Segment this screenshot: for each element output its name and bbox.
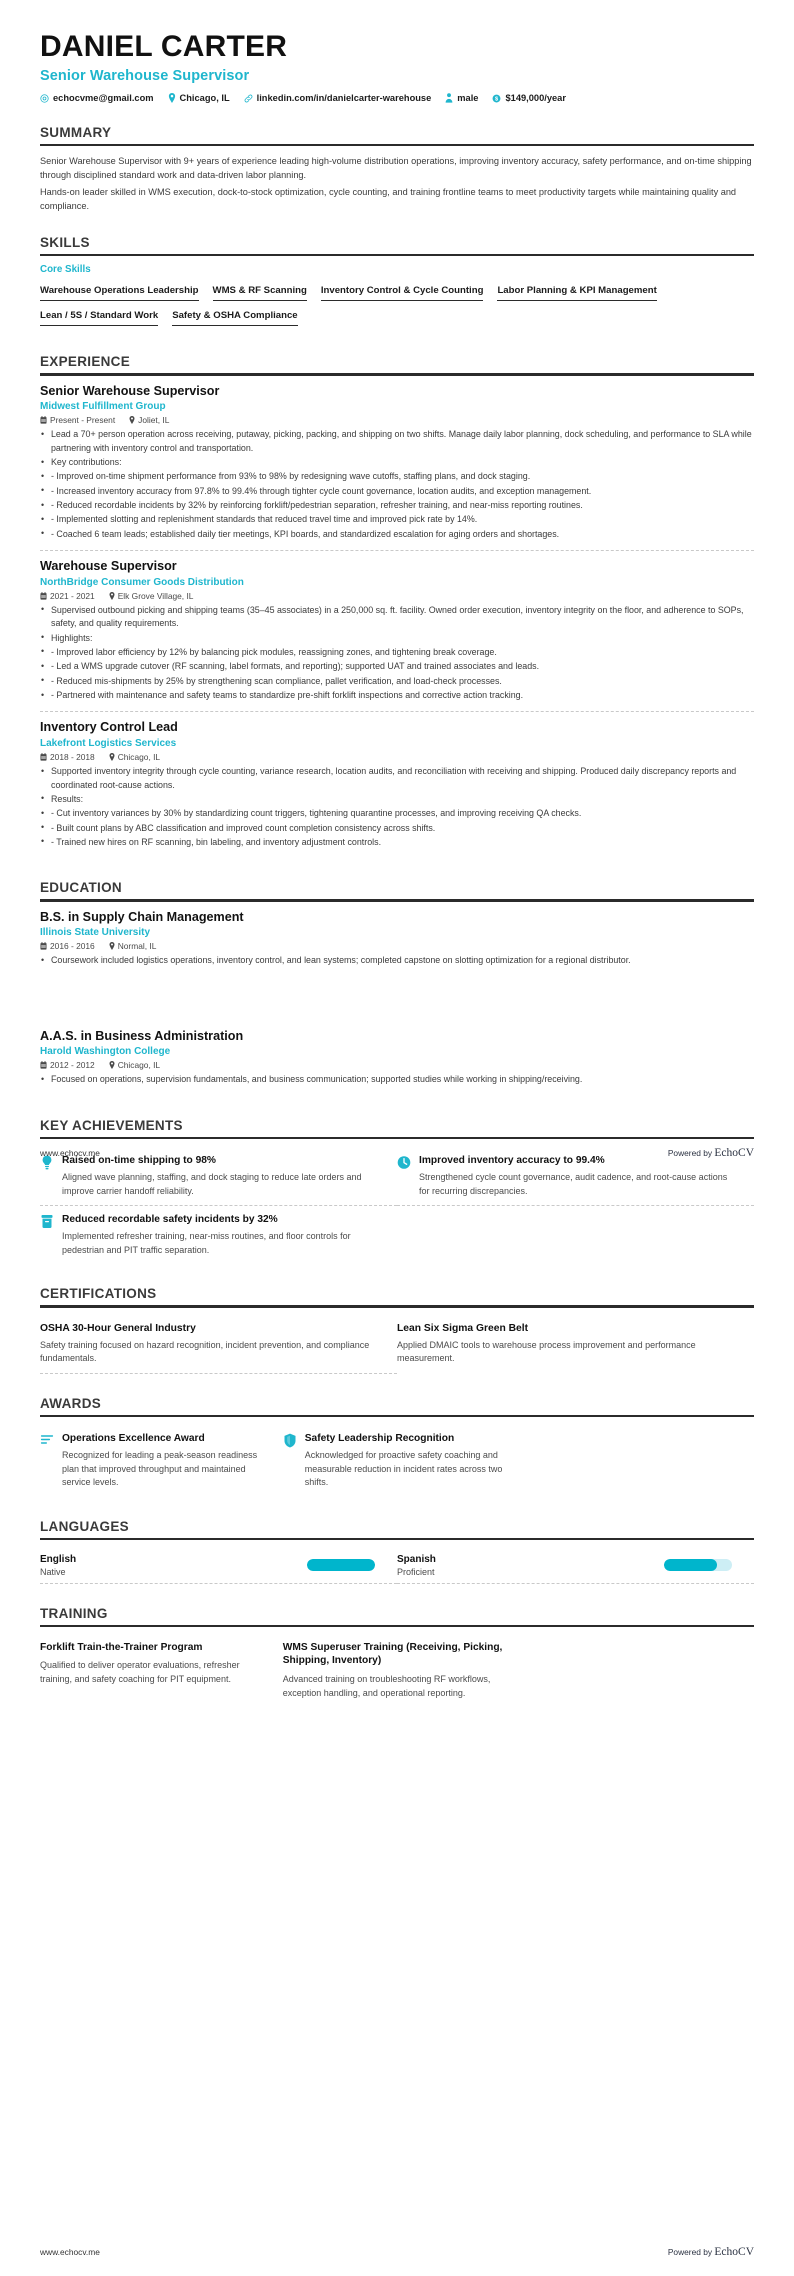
location-pin-icon (109, 753, 115, 761)
calendar-icon (40, 1061, 47, 1069)
bullet: • - Partnered with maintenance and safety teams to standardize pre-shift forklift inspections and corrective action tracking. (40, 689, 754, 702)
skills-heading: SKILLS (40, 235, 90, 251)
bullet: • Supported inventory integrity through cycle counting, variance research, location audits, and reconciliation with receiving and shipping. Produced daily discrepancy reports and coordinated root-cause actions. (40, 765, 754, 792)
calendar-icon (40, 592, 47, 600)
education-dates (40, 1060, 95, 1070)
footer-powered-label: Powered by (667, 2247, 715, 2257)
education-location (109, 1060, 160, 1070)
calendar-icon (40, 416, 47, 424)
education-degree: A.A.S. in Business Administration (40, 1028, 244, 1043)
experience-dates (40, 415, 115, 425)
section-experience (40, 354, 754, 858)
section-divider (40, 1415, 754, 1417)
section-divider (40, 899, 754, 901)
location-pin-icon (109, 942, 115, 950)
person-icon (445, 93, 453, 103)
location-pin-icon (168, 93, 176, 103)
page-footer (40, 2246, 754, 2258)
award-item-empty (526, 1425, 754, 1497)
achievement-title: Improved inventory accuracy to 99.4% (419, 1154, 605, 1166)
section-divider (40, 1538, 754, 1540)
bullet: • - Led a WMS upgrade cutover (RF scanning, label formats, and reporting); supported UAT and trained associates and leads. (40, 660, 754, 673)
education-school: Harold Washington College (40, 1046, 171, 1058)
award-title: Operations Excellence Award (62, 1432, 205, 1444)
award-item (283, 1425, 526, 1497)
experience-title: Warehouse Supervisor (40, 559, 177, 574)
bullet: • Results: (40, 793, 754, 806)
training-item-empty (526, 1635, 754, 1701)
contact-salary (492, 93, 566, 103)
footer-site-url[interactable]: www.echocv.me (40, 2247, 100, 2257)
languages-list (40, 1548, 754, 1584)
experience-location (109, 591, 194, 601)
education-heading: EDUCATION (40, 880, 122, 896)
experience-entry (40, 384, 754, 551)
bullet: • Focused on operations, supervision fundamentals, and business communication; supported studies while working in shipping/receiving. (40, 1073, 754, 1086)
experience-bullets (40, 765, 754, 849)
language-level: Native (40, 1566, 66, 1577)
education-bullets (40, 1073, 754, 1086)
skill-chip: Safety & OSHA Compliance (172, 307, 297, 326)
experience-dates-text: 2021 - 2021 (50, 590, 95, 601)
certification-item (397, 1316, 754, 1374)
experience-location-text: Elk Grove Village, IL (117, 590, 194, 601)
bullet: • - Cut inventory variances by 30% by standardizing count triggers, tightening quarantine processes, and improving receiving QA checks. (40, 807, 754, 820)
award-title: Safety Leadership Recognition (304, 1432, 455, 1444)
education-meta (40, 941, 754, 951)
page-break-spacer (40, 977, 754, 1029)
skill-chip: Lean / 5S / Standard Work (40, 307, 158, 326)
achievement-item-empty (397, 1206, 754, 1264)
section-key-achievements (40, 1118, 754, 1265)
experience-meta (40, 752, 754, 762)
contact-gender-text: male (457, 93, 479, 103)
training-item (40, 1635, 283, 1701)
education-bullets (40, 954, 754, 967)
section-awards (40, 1396, 754, 1497)
skill-chip: Warehouse Operations Leadership (40, 282, 199, 301)
language-item (397, 1548, 754, 1584)
contact-linkedin-text: linkedin.com/in/danielcarter-warehouse (256, 93, 432, 103)
header-job-title: Senior Warehouse Supervisor (40, 68, 250, 84)
bullet: • Highlights: (40, 632, 754, 645)
bullet: • - Implemented slotting and replenishment standards that reduced travel time and improved pick rate by 14%. (40, 513, 754, 526)
contact-email-text: echocvme@gmail.com (53, 93, 154, 103)
experience-location-text: Joliet, IL (138, 415, 170, 426)
contact-gender (445, 93, 478, 103)
experience-company: NorthBridge Consumer Goods Distribution (40, 576, 244, 588)
skills-group-title: Core Skills (40, 264, 91, 276)
education-entry (40, 910, 754, 977)
experience-location (129, 415, 169, 425)
location-pin-icon (129, 416, 135, 424)
section-divider (40, 1305, 754, 1307)
skills-list (40, 282, 754, 332)
award-desc: Recognized for leading a peak-season readiness plan that improved throughput and maintained service levels. (62, 1450, 258, 1487)
education-school: Illinois State University (40, 927, 151, 939)
bullet: • - Built count plans by ABC classification and improved count completion consistency across shifts. (40, 822, 754, 835)
training-desc: Qualified to deliver operator evaluations, refresher training, and safety coaching for PIT equipment. (40, 1660, 240, 1685)
lines-icon (40, 1433, 54, 1446)
bullet: • - Trained new hires on RF scanning, bin labeling, and inventory adjustment controls. (40, 836, 754, 849)
footer-brand (668, 1147, 754, 1159)
key-achievements-heading: KEY ACHIEVEMENTS (40, 1117, 183, 1133)
education-dates (40, 941, 95, 951)
calendar-icon (40, 753, 47, 761)
bullet: • Lead a 70+ person operation across receiving, putaway, picking, packing, and shipping on two shifts. Manage daily labor planning, dock scheduling, and performance to SLA while partnering with inventory control and transportation. (40, 428, 754, 455)
achievement-title: Raised on-time shipping to 98% (62, 1154, 216, 1166)
bullet: • - Coached 6 team leads; established daily tier meetings, KPI boards, and standardized escalation for aging orders and shortages. (40, 528, 754, 541)
bullet: • - Improved on-time shipment performance from 93% to 98% by redesigning wave cutoffs, staffing plans, and dock staging. (40, 470, 754, 483)
contact-row (40, 93, 754, 103)
footer-brand (668, 2246, 754, 2258)
training-item (283, 1635, 526, 1701)
experience-dates (40, 591, 95, 601)
footer-powered-label: Powered by (667, 1148, 715, 1158)
education-meta (40, 1060, 754, 1070)
certification-desc: Applied DMAIC tools to warehouse process improvement and performance measurement. (397, 1339, 696, 1364)
certification-desc: Safety training focused on hazard recognition, incident prevention, and compliance fundamentals. (40, 1339, 370, 1364)
experience-dates-text: 2018 - 2018 (50, 752, 95, 763)
certification-title: Lean Six Sigma Green Belt (397, 1322, 529, 1334)
experience-entry (40, 550, 754, 711)
experience-company: Lakefront Logistics Services (40, 738, 177, 750)
link-icon (244, 94, 253, 103)
experience-dates-text: Present - Present (50, 415, 116, 426)
training-title: WMS Superuser Training (Receiving, Picking, Shipping, Inventory) (282, 1641, 503, 1667)
key-achievements-list (40, 1147, 754, 1265)
experience-location-text: Chicago, IL (117, 752, 161, 763)
section-certifications (40, 1286, 754, 1373)
contact-location-text: Chicago, IL (179, 93, 230, 103)
experience-bullets (40, 428, 754, 541)
achievement-desc: Implemented refresher training, near-miss routines, and floor controls for pedestrian and PIT traffic separation. (62, 1231, 351, 1255)
contact-linkedin[interactable] (244, 93, 432, 103)
section-education (40, 880, 754, 1095)
bullet: • Supervised outbound picking and shipping teams (35–45 associates) in a 250,000 sq. ft. facility. Owned order execution, inventory integrity on the floor, and adherence to SOPs, safety, and quality requirements. (40, 604, 754, 631)
bullet: • - Increased inventory accuracy from 97.8% to 99.4% through tighter cycle count governance, location audits, and exception management. (40, 485, 754, 498)
training-list (40, 1635, 754, 1701)
bullet: • Coursework included logistics operations, inventory control, and lean systems; completed capstone on slotting optimization for a regional distributor. (40, 954, 754, 967)
experience-entry (40, 711, 754, 858)
language-name: English (40, 1553, 77, 1565)
experience-bullets (40, 604, 754, 703)
achievement-title: Reduced recordable safety incidents by 32% (62, 1214, 278, 1226)
experience-meta (40, 591, 754, 601)
location-pin-icon (109, 592, 115, 600)
section-divider (40, 373, 754, 375)
language-proficiency-bar (664, 1559, 732, 1571)
experience-location (109, 752, 160, 762)
languages-heading: LANGUAGES (40, 1518, 129, 1534)
experience-heading: EXPERIENCE (40, 354, 131, 370)
location-pin-icon (109, 1061, 115, 1069)
experience-meta (40, 415, 754, 425)
footer-site-url[interactable]: www.echocv.me (40, 1148, 100, 1158)
footer-brand-name: EchoCV (714, 1147, 754, 1159)
language-item (40, 1548, 397, 1584)
award-desc: Acknowledged for proactive safety coaching and measurable reduction in incident rates across two shifts. (304, 1450, 503, 1487)
contact-salary-text: $149,000/year (505, 93, 566, 103)
contact-email[interactable] (40, 93, 154, 103)
footer-brand-name: EchoCV (714, 2246, 754, 2258)
page-footer (40, 1147, 754, 1159)
page-title: DANIEL CARTER (40, 30, 288, 63)
achievement-item (40, 1206, 397, 1264)
certification-title: OSHA 30-Hour General Industry (40, 1322, 196, 1334)
skill-chip: Labor Planning & KPI Management (497, 282, 656, 301)
bullet: • - Reduced mis-shipments by 25% by strengthening scan compliance, pallet verification, and load-check processes. (40, 675, 754, 688)
education-dates-text: 2016 - 2016 (50, 941, 95, 952)
education-degree: B.S. in Supply Chain Management (40, 909, 244, 924)
section-summary (40, 125, 754, 213)
bullet: • Key contributions: (40, 456, 754, 469)
skill-chip: WMS & RF Scanning (213, 282, 307, 301)
awards-list (40, 1425, 754, 1497)
calendar-icon (40, 942, 47, 950)
summary-heading: SUMMARY (40, 125, 112, 140)
education-location-text: Chicago, IL (117, 1060, 161, 1071)
experience-company: Midwest Fulfillment Group (40, 401, 166, 413)
education-location-text: Normal, IL (117, 941, 157, 952)
bullet: • - Improved labor efficiency by 12% by balancing pick modules, reassigning zones, and tightening break coverage. (40, 646, 754, 659)
summary-paragraph: Hands-on leader skilled in WMS execution, dock-to-stock optimization, cycle counting, and training frontline teams to meet productivity targets while maintaining quality and compliance. (40, 186, 737, 211)
achievement-desc: Aligned wave planning, staffing, and dock staging to reduce late orders and improve carrier handoff reliability. (62, 1172, 362, 1196)
language-name: Spanish (397, 1553, 436, 1565)
salary-icon (492, 94, 501, 103)
training-title: Forklift Train-the-Trainer Program (40, 1641, 203, 1653)
bullet: • - Reduced recordable incidents by 32% by reinforcing forklift/pedestrian separation, refresher training, and near-miss reporting routines. (40, 499, 754, 512)
box-icon (40, 1214, 54, 1229)
education-entry (40, 1029, 754, 1096)
section-training (40, 1606, 754, 1701)
training-desc: Advanced training on troubleshooting RF workflows, exception handling, and operational reporting. (282, 1673, 491, 1698)
certification-item (40, 1316, 397, 1374)
section-languages (40, 1519, 754, 1584)
experience-title: Inventory Control Lead (40, 720, 178, 735)
certifications-heading: CERTIFICATIONS (40, 1286, 157, 1302)
section-divider (40, 1625, 754, 1627)
resume-page (0, 30, 794, 2276)
achievement-desc: Strengthened cycle count governance, audit cadence, and root-cause actions for recurring discrepancies. (419, 1172, 728, 1196)
education-location (109, 941, 157, 951)
summary-paragraph: Senior Warehouse Supervisor with 9+ years of experience leading high-volume distribution operations, improving inventory accuracy, safety performance, and on-time shipping through disciplined standard work and data-driven labor planning. (40, 156, 752, 181)
section-divider (40, 254, 754, 256)
resume-header (40, 30, 754, 103)
email-icon (40, 94, 49, 103)
award-item (40, 1425, 283, 1497)
section-skills (40, 235, 754, 332)
svg-text:$: $ (495, 96, 499, 103)
awards-heading: AWARDS (40, 1395, 102, 1411)
language-proficiency-bar (307, 1559, 375, 1571)
shield-icon (283, 1433, 297, 1448)
skill-chip: Inventory Control & Cycle Counting (321, 282, 484, 301)
experience-title: Senior Warehouse Supervisor (40, 383, 220, 398)
section-divider (40, 1137, 754, 1139)
experience-dates (40, 752, 95, 762)
certifications-list (40, 1316, 754, 1374)
contact-location (168, 93, 230, 103)
education-dates-text: 2012 - 2012 (50, 1060, 95, 1071)
training-heading: TRAINING (40, 1605, 108, 1621)
section-divider (40, 144, 754, 146)
language-level: Proficient (397, 1566, 435, 1577)
